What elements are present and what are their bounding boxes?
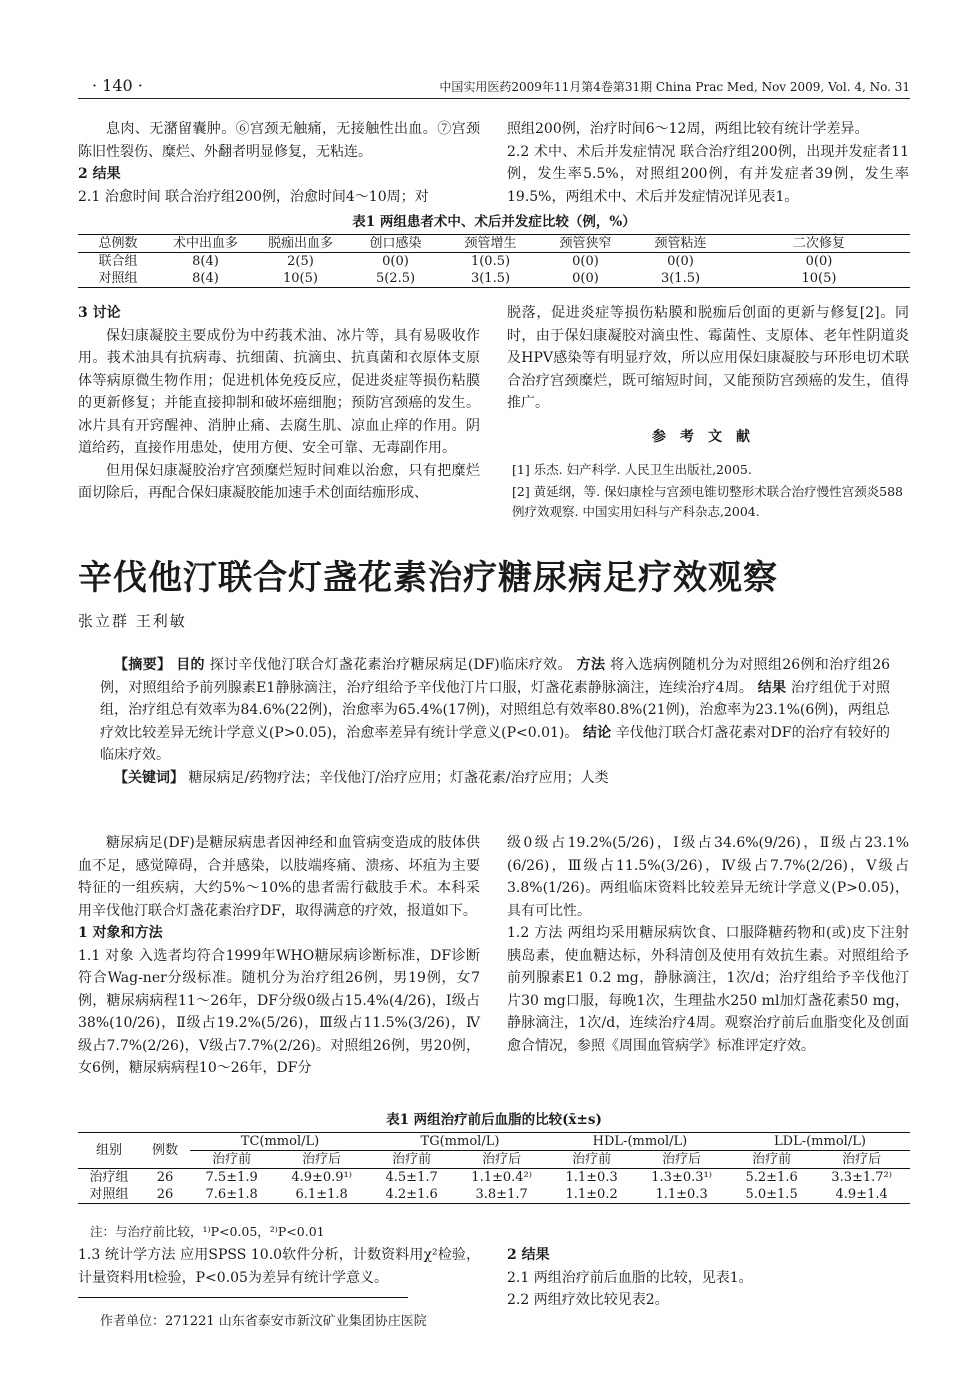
table-cell: 6.1±1.8 <box>295 1187 348 1202</box>
body-left-column <box>78 832 480 1080</box>
keywords-text: 糖尿病足/药物疗法；辛伐他汀/治疗应用；灯盏花素/治疗应用；人类 <box>188 769 609 786</box>
table-cell: 4.9±1.4 <box>835 1187 888 1202</box>
table-header: 治疗前 <box>190 1151 273 1169</box>
table-header: 治疗前 <box>550 1151 633 1169</box>
table-cell: 治疗组 <box>89 1170 129 1185</box>
abstract-results: 治疗组优于对照组，治疗组总有效率为84.6%(22例)，治愈率为65.4%(17例)，对照组总有效率80.8%(21例)，治愈率为23.1%(6例)，两组总疗效比较差异无统计学意义(P>0.05)，治愈率差异有统计学意义(P<0.01)。 <box>100 679 891 741</box>
abstract-method: 将入选病例随机分为对照组26例和治疗组26例，对照组给予前列腺素E1静脉滴注，治疗组给予辛伐他汀片口服，灯盏花素静脉滴注，连续治疗4周。 <box>100 657 891 696</box>
table-cell: 10(5) <box>283 271 318 286</box>
abstract-results-label: 结果 <box>757 679 787 696</box>
prev-right-column <box>507 118 909 208</box>
table-header: 颈管粘连 <box>633 235 728 253</box>
body-right-column <box>507 832 909 1057</box>
reference-item: [1] 乐杰. 妇产科学. 人民卫生出版社,2005. <box>512 462 752 477</box>
table-cell: 0(0) <box>667 254 694 269</box>
table-cell: 5(2.5) <box>375 271 416 286</box>
table-cell: 0(0) <box>805 254 833 269</box>
keywords <box>100 767 890 790</box>
abstract <box>100 654 890 789</box>
journal-citation: 中国实用医药2009年11月第4卷第31期 China Prac Med, Nov 2009, Vol. 4, No. 31 <box>439 80 910 94</box>
table-header: 颈管狭窄 <box>538 235 633 253</box>
table-caption: 表1 两组治疗前后血脂的比较(x̄±s) <box>386 1112 602 1128</box>
abstract-body <box>100 654 890 767</box>
table-cell: 8(4) <box>192 271 219 286</box>
abstract-label: 【摘要】 <box>114 657 172 673</box>
table-cell: 3(1.5) <box>470 271 511 286</box>
table-header: 例数 <box>140 1133 190 1169</box>
article-authors: 张立群 王利敏 <box>78 612 187 630</box>
table-header: TC(mmol/L) <box>190 1133 370 1151</box>
table-cell: 26 <box>156 1170 174 1185</box>
section-heading: 2 结果 <box>78 166 121 182</box>
section-heading: 1 对象和方法 <box>78 925 163 941</box>
prev-left-column <box>78 118 480 208</box>
table-header: 二次修复 <box>728 235 910 253</box>
footnote-rule <box>78 1297 408 1298</box>
abstract-objective: 探讨辛伐他汀联合灯盏花素治疗糖尿病足(DF)临床疗效。 <box>209 657 572 673</box>
table-header: 治疗后 <box>453 1151 550 1169</box>
table-header: 治疗后 <box>633 1151 730 1169</box>
article-title: 辛伐他汀联合灯盏花素治疗糖尿病足疗效观察 <box>78 558 778 598</box>
methods-paragraph: 1.2 方法 两组均采用糖尿病饮食、口服降糖药物和(或)皮下注射胰岛素，使血糖达标，外科清创及使用有效抗生素。对照组给予前列腺素E1 0.2 mg，静脉滴注，1次/d；治疗组给予辛伐他汀片30 mg口服，每晚1次，生理盐水250 ml加灯盏花素50 mg，静脉滴注，1次/d，连续治疗4周。观察治疗前后血脂变化及创面愈合情况，参照《周围血管病学》标准评定疗效。 <box>507 925 909 1054</box>
table-cell: 7.5±1.9 <box>205 1170 258 1185</box>
table-header: 颈管增生 <box>443 235 538 253</box>
table-cell: 26 <box>156 1187 174 1202</box>
table-cell: 3(1.5) <box>660 271 701 286</box>
page-number: · 140 · <box>92 76 143 95</box>
references-title: 参考文献 <box>652 429 764 445</box>
table-cell: 联合组 <box>98 254 138 269</box>
table-caption: 表1 两组患者术中、术后并发症比较（例，%） <box>352 214 636 230</box>
table-header: 脱痂出血多 <box>253 235 348 253</box>
table-row <box>78 1186 910 1204</box>
table-header: LDL-(mmol/L) <box>730 1133 910 1151</box>
table-cell: 0(0) <box>572 254 599 269</box>
results-column <box>507 1244 909 1312</box>
discussion-paragraph: 但用保妇康凝胶治疗宫颈糜烂短时间难以治愈，只有把糜烂面切除后，再配合保妇康凝胶能加速手术创面结痂形成、 <box>78 462 480 501</box>
discussion-paragraph: 脱落，促进炎症等损伤粘膜和脱痂后创面的更新与修复[2]。同时，由于保妇康凝胶对滴虫性、霉菌性、支原体、老年性阴道炎及HPV感染等有明显疗效，所以应用保妇康凝胶与环形电切术联合治疗宫颈糜烂，既可缩短时间，又能预防宫颈癌的发生，值得推广。 <box>507 305 909 411</box>
results-paragraph: 2.1 两组治疗前后血脂的比较，见表1。 <box>507 1269 753 1286</box>
prev-paragraph: 2.1 治愈时间 联合治疗组200例，治愈时间4～10周；对 <box>78 188 429 205</box>
keywords-label: 【关键词】 <box>114 769 184 786</box>
table-cell: 1.1±0.4²⁾ <box>471 1170 532 1185</box>
table-cell: 1(0.5) <box>470 254 511 269</box>
table-cell: 5.2±1.6 <box>745 1170 798 1185</box>
table-cell: 10(5) <box>801 271 837 286</box>
table-header: 治疗前 <box>370 1151 453 1169</box>
table-cell: 0(0) <box>382 254 409 269</box>
table-header: TG(mmol/L) <box>370 1133 550 1151</box>
running-header <box>78 72 910 99</box>
table-cell: 1.3±0.3¹⁾ <box>651 1170 712 1185</box>
table-header: 创口感染 <box>348 235 443 253</box>
table-cell: 5.0±1.5 <box>745 1187 798 1202</box>
table-cell: 1.1±0.2 <box>565 1187 618 1202</box>
author-affiliation: 作者单位：271221 山东省泰安市新汶矿业集团协庄医院 <box>100 1314 427 1329</box>
abstract-objective-label: 目的 <box>176 657 205 673</box>
table-cell: 8(4) <box>192 254 219 269</box>
intro-paragraph: 糖尿病足(DF)是糖尿病患者因神经和血管病变造成的肢体供血不足，感觉障碍，合并感染，以肢端疼痛、溃疡、坏疽为主要特征的一组疾病，大约5%～10%的患者需行截肢手术。本科采用辛伐他汀联合灯盏花素治疗DF，取得满意的疗效，报道如下。 <box>78 835 480 919</box>
table-header: 总例数 <box>78 235 158 253</box>
table-cell: 1.1±0.3 <box>565 1170 618 1185</box>
results-paragraph: 2.2 两组疗效比较见表2。 <box>507 1292 669 1308</box>
table-row <box>78 253 910 271</box>
section-heading: 2 结果 <box>507 1247 550 1263</box>
table-cell: 2(5) <box>287 254 314 269</box>
table-cell: 对照组 <box>89 1187 129 1202</box>
table-cell: 4.2±1.6 <box>385 1187 438 1202</box>
table-cell: 7.6±1.8 <box>205 1187 258 1202</box>
table-header: 治疗后 <box>813 1151 910 1169</box>
discussion-right-column <box>507 302 909 415</box>
table-row <box>78 270 910 288</box>
subjects-continued: 级0级占19.2%(5/26)，Ⅰ级占34.6%(9/26)，Ⅱ级占23.1%(6/26)，Ⅲ级占11.5%(3/26)，Ⅳ级占7.7%(2/26)，Ⅴ级占3.8%(1/26)。两组临床资料比较差异无统计学意义(P>0.05)，具有可比性。 <box>507 835 909 919</box>
table-header: HDL-(mmol/L) <box>550 1133 730 1151</box>
table-cell: 1.1±0.3 <box>655 1187 708 1202</box>
complication-table <box>78 234 910 288</box>
table-cell: 4.9±0.9¹⁾ <box>291 1170 352 1185</box>
stats-column <box>78 1244 480 1289</box>
subjects-paragraph: 1.1 对象 入选者均符合1999年WHO糖尿病诊断标准，DF诊断符合Wag-ner分级标准。随机分为治疗组26例，男19例，女7例，糖尿病病程11～26年，DF分级0级占15.4%(4/26)，Ⅰ级占38%(10/26)，Ⅱ级占19.2%(5/26)，Ⅲ级占11.5%(3/26)，Ⅳ级占7.7%(2/26)，Ⅴ级占7.7%(2/26)。对照组26例，男20例，女6例，糖尿病病程10～26年，DF分 <box>78 947 480 1076</box>
table-note: 注：与治疗前比较，¹⁾P<0.05，²⁾P<0.01 <box>90 1224 325 1239</box>
table-header: 治疗前 <box>730 1151 813 1169</box>
abstract-conclusion: 辛伐他汀联合灯盏花素对DF的治疗有较好的临床疗效。 <box>100 724 891 763</box>
table-cell: 对照组 <box>98 271 138 286</box>
reference-item: [2] 黄延纲，等. 保妇康栓与宫颈电锥切整形术联合治疗慢性宫颈炎588例疗效观察. 中国实用妇科与产科杂志,2004. <box>512 484 903 519</box>
abstract-method-label: 方法 <box>576 657 606 673</box>
table-header: 术中出血多 <box>158 235 253 253</box>
section-heading: 3 讨论 <box>78 305 121 321</box>
table-cell: 3.3±1.7²⁾ <box>831 1170 892 1185</box>
stats-paragraph: 1.3 统计学方法 应用SPSS 10.0软件分析，计数资料用χ²检验，计量资料用t检验，P<0.05为差异有统计学意义。 <box>78 1247 480 1286</box>
prev-paragraph: 息肉、无潴留囊肿。⑥宫颈无触痛，无接触性出血。⑦宫颈陈旧性裂伤、糜烂、外翻者明显修复，无粘连。 <box>78 121 480 160</box>
lipid-table <box>78 1132 910 1204</box>
prev-paragraph: 照组200例，治疗时间6～12周，两组比较有统计学差异。 <box>507 121 869 137</box>
table-cell: 3.8±1.7 <box>475 1187 528 1202</box>
table-header: 组别 <box>78 1133 140 1169</box>
table-cell: 0(0) <box>572 271 599 286</box>
table-header: 治疗后 <box>273 1151 370 1169</box>
table-row <box>78 1169 910 1187</box>
abstract-conclusion-label: 结论 <box>583 724 612 741</box>
discussion-paragraph: 保妇康凝胶主要成份为中药莪术油、冰片等，具有易吸收作用。莪术油具有抗病毒、抗细菌、抗滴虫、抗真菌和衣原体支原体等病原微生物作用；促进机体免疫反应，促进炎症等损伤粘膜的更新修复；并能直接抑制和破坏癌细胞；预防宫颈癌的发生。冰片具有开窍醒神、消肿止痛、去腐生肌、凉血止痒的作用。阴道给药，直接作用患处，使用方便、安全可靠、无毒副作用。 <box>78 327 480 456</box>
prev-paragraph: 2.2 术中、术后并发症情况 联合治疗组200例，出现并发症者11例，发生率5.5%，对照组200例，有并发症者39例，发生率19.5%，两组术中、术后并发症情况详见表1。 <box>507 143 909 205</box>
discussion-left-column <box>78 302 480 505</box>
table-cell: 4.5±1.7 <box>385 1170 438 1185</box>
